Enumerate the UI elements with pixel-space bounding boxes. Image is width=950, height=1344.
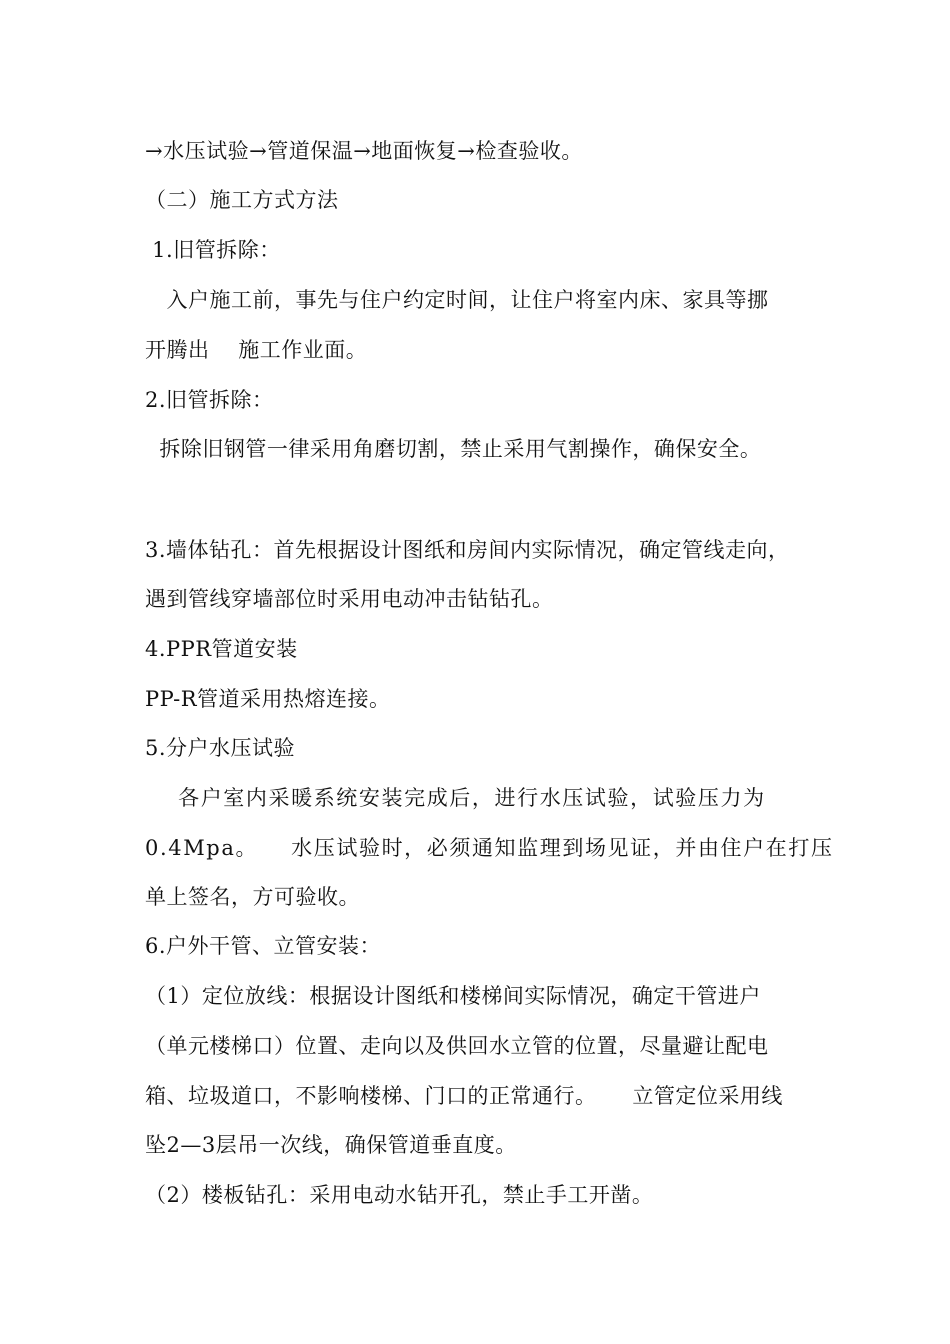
text-line: 开腾出 施工作业面。	[145, 338, 368, 362]
text-line: 入户施工前，事先与住户约定时间，让住户将室内床、家具等挪	[145, 288, 769, 312]
text-line: PP-R管道采用热熔连接。	[145, 687, 391, 711]
text-line: 各户室内采暖系统安装完成后，进行水压试验，试验压力为	[145, 786, 766, 810]
text-line: 3.墙体钻孔：首先根据设计图纸和房间内实际情况，确定管线走向，	[145, 538, 790, 562]
subsection-heading: 6.户外干管、立管安装：	[145, 934, 382, 958]
section-heading: （二）施工方式方法	[145, 188, 339, 212]
text-line: 拆除旧钢管一律采用角磨切割，禁止采用气割操作，确保安全。	[145, 437, 762, 461]
text-line: →水压试验→管道保温→地面恢复→检查验收。	[145, 139, 583, 163]
text-line: 单上签名，方可验收。	[145, 885, 360, 909]
text-line: （单元楼梯口）位置、走向以及供回水立管的位置，尽量避让配电	[145, 1034, 769, 1058]
text-line: 遇到管线穿墙部位时采用电动冲击钻钻孔。	[145, 587, 554, 611]
text-line: 箱、垃圾道口，不影响楼梯、门口的正常通行。 立管定位采用线	[145, 1084, 783, 1108]
subsection-heading: 4.PPR管道安装	[145, 637, 298, 661]
subsection-heading: 1.旧管拆除：	[145, 238, 281, 262]
text-line: （1）定位放线：根据设计图纸和楼梯间实际情况，确定干管进户	[145, 984, 761, 1008]
text-line: 0.4Mpa。 水压试验时，必须通知监理到场见证，并由住户在打压	[145, 836, 834, 860]
text-line: （2）楼板钻孔：采用电动水钻开孔，禁止手工开凿。	[145, 1183, 654, 1207]
subsection-heading: 5.分户水压试验	[145, 736, 296, 760]
subsection-heading: 2.旧管拆除：	[145, 388, 274, 412]
text-line: 坠2—3层吊一次线，确保管道垂直度。	[145, 1133, 517, 1157]
